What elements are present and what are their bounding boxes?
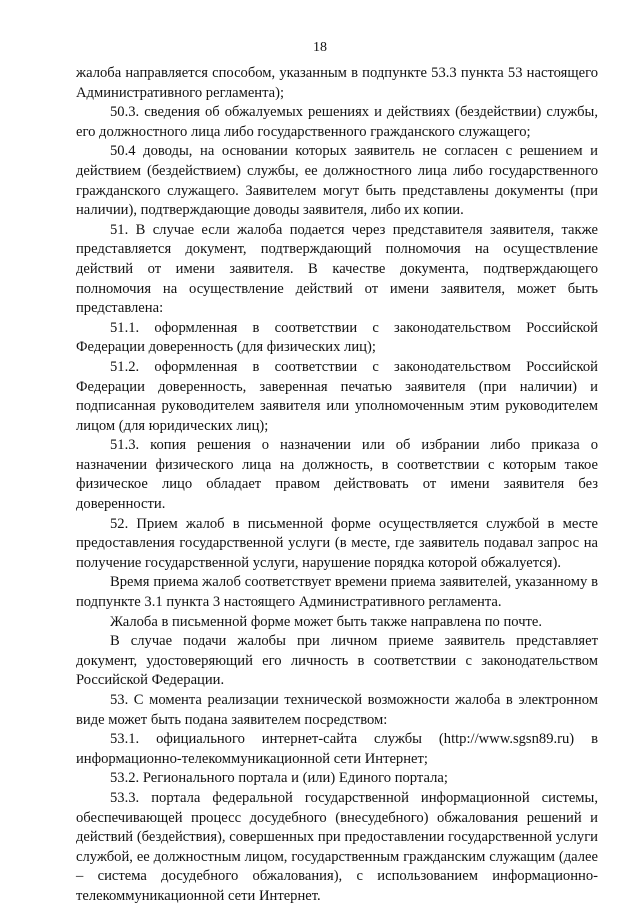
paragraph-reception-time: Время приема жалоб соответствует времени приема заявителей, указанному в подпункте 3.1 пункта 3 настоящего Административного регламента. <box>76 574 598 611</box>
paragraph-53-1: 53.1. официального интернет-сайта службы (http://www.sgsn89.ru) в информационно-телекоммуникационной сети Интернет; <box>76 731 598 767</box>
paragraph-51-3: 51.3. копия решения о назначении или об избрании либо приказа о назначении физического лица на должность, в соответствии с которым такое физическое лицо обладает правом действовать от имени заявителя без доверенности. <box>76 437 598 513</box>
paragraph-51: 51. В случае если жалоба подается через представителя заявителя, также представляется документ, подтверждающий полномочия на осуществление действий от имени заявителя. В качестве документа, подтверждающего полномочия на осуществление действий от имени заявителя, может быть представлена: <box>76 221 598 317</box>
paragraph-51-2: 51.2. оформленная в соответствии с законодательством Российской Федерации доверенность, заверенная печатью заявителя (при наличии) и подписанная руководителем заявителя или уполномоченным этим руководителем лицом (для юридических лиц); <box>76 358 598 434</box>
paragraph-personal-reception: В случае подачи жалобы при личном приеме заявитель представляет документ, удостоверяющий его личность в соответствии с законодательством Российской Федерации. <box>76 633 598 689</box>
paragraph-51-1: 51.1. оформленная в соответствии с законодательством Российской Федерации доверенность (для физических лиц); <box>76 319 598 356</box>
paragraph-53-3: 53.3. портала федеральной государственной информационной системы, обеспечивающей процесс досудебного (внесудебного) обжалования решений и действий (бездействия), совершенных при предоставлении государственной услуги службой, ее должностным лицом, государственным гражданским служащим (далее – система досудебного обжалования), с использованием информационно-телекоммуникационной сети Интернет. <box>76 789 598 904</box>
page-number: 18 <box>313 40 327 55</box>
paragraph-mail: Жалоба в письменной форме может быть также направлена по почте. <box>110 613 543 630</box>
paragraph-53-2: 53.2. Регионального портала и (или) Единого портала; <box>110 770 448 787</box>
paragraph-53: 53. С момента реализации технической возможности жалоба в электронном виде может быть подана заявителем посредством: <box>76 692 598 728</box>
paragraph-52: 52. Прием жалоб в письменной форме осуществляется службой в месте предоставления государственной услуги (в месте, где заявитель подавал запрос на получение государственной услуги, нарушение порядка которой обжалуется). <box>76 515 598 571</box>
paragraph-continuation: жалоба направляется способом, указанным в подпункте 53.3 пункта 53 настоящего Административного регламента); <box>76 65 598 101</box>
paragraph-50-4: 50.4 доводы, на основании которых заявитель не согласен с решением и действием (бездействием) службы, ее должностного лица либо государственного гражданского служащего. Заявителем могут быть представлены документы (при наличии), подтверждающие доводы заявителя, либо их копии. <box>76 143 598 219</box>
paragraph-50-3: 50.3. сведения об обжалуемых решениях и действиях (бездействии) службы, его должностного лица либо государственного гражданского служащего; <box>76 104 598 140</box>
document-body <box>76 64 598 907</box>
